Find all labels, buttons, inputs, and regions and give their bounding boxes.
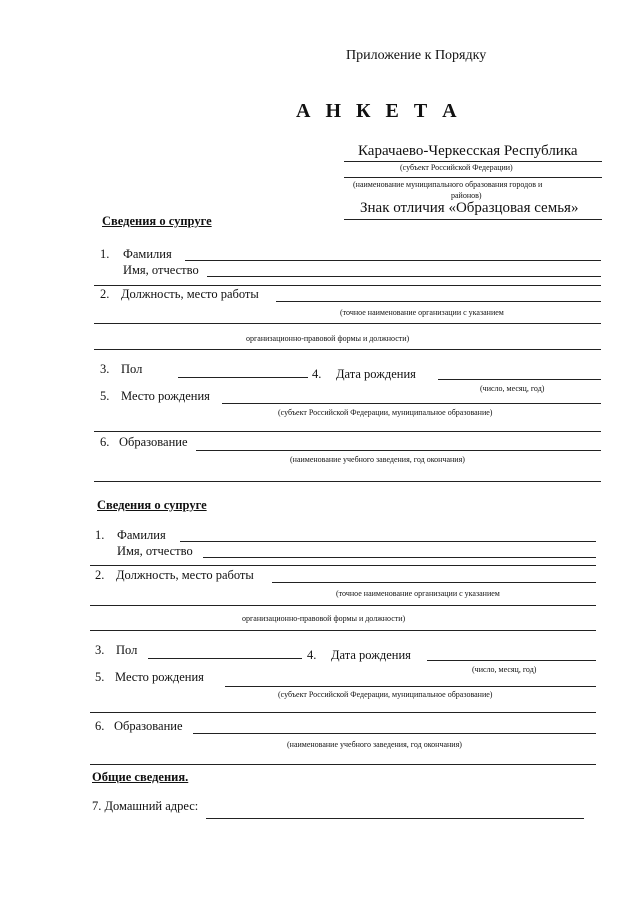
spouse1-n2: 2. xyxy=(100,287,110,301)
spouse2-n4: 4. xyxy=(307,648,317,662)
spouse2-position-label: Должность, место работы xyxy=(116,568,254,582)
spouse2-birthplace-field[interactable] xyxy=(225,686,596,687)
form-title: А Н К Е Т А xyxy=(296,100,462,122)
spouse2-n2: 2. xyxy=(95,568,105,582)
award-value: Знак отличия «Образцовая семья» xyxy=(360,200,579,216)
spouse1-education-field-2[interactable] xyxy=(94,481,601,482)
spouse1-heading: Сведения о супруге xyxy=(102,214,212,228)
spouse2-n5: 5. xyxy=(95,670,105,684)
spouse2-position-field-3[interactable] xyxy=(90,630,596,631)
spouse1-sex-field[interactable] xyxy=(178,377,308,378)
spouse1-n5: 5. xyxy=(100,389,110,403)
spouse2-surname-label: Фамилия xyxy=(117,528,166,542)
spouse1-birthplace-field-2[interactable] xyxy=(94,431,601,432)
spouse2-name-field-2[interactable] xyxy=(90,565,596,566)
spouse2-birthdate-label: Дата рождения xyxy=(331,648,411,662)
spouse1-position-field-3[interactable] xyxy=(94,349,601,350)
spouse1-education-field[interactable] xyxy=(196,450,601,451)
spouse2-birthplace-field-2[interactable] xyxy=(90,712,596,713)
spouse2-heading: Сведения о супруге xyxy=(97,498,207,512)
spouse2-education-label: Образование xyxy=(114,719,183,733)
spouse1-n4: 4. xyxy=(312,367,322,381)
region-caption: (субъект Российской Федерации) xyxy=(400,163,513,172)
spouse2-sex-label: Пол xyxy=(116,643,138,657)
spouse2-education-caption: (наименование учебного заведения, год окончания) xyxy=(287,740,462,749)
spouse1-name-field[interactable] xyxy=(207,276,601,277)
spouse2-birthdate-field[interactable] xyxy=(427,660,596,661)
municipality-line xyxy=(344,177,602,178)
spouse1-birthdate-label: Дата рождения xyxy=(336,367,416,381)
spouse1-sex-label: Пол xyxy=(121,362,143,376)
spouse1-n3: 3. xyxy=(100,362,110,376)
spouse1-n6: 6. xyxy=(100,435,110,449)
address-field[interactable] xyxy=(206,818,584,819)
spouse2-birthplace-label: Место рождения xyxy=(115,670,204,684)
spouse1-birthplace-label: Место рождения xyxy=(121,389,210,403)
municipality-caption: (наименование муниципального образования городов и xyxy=(353,180,543,189)
spouse1-birthplace-field[interactable] xyxy=(222,403,601,404)
spouse2-birthplace-caption: (субъект Российской Федерации, муниципальное образование) xyxy=(278,690,493,699)
award-line xyxy=(344,219,602,220)
appendix-label: Приложение к Порядку xyxy=(346,48,487,63)
spouse1-birthdate-field[interactable] xyxy=(438,379,601,380)
address-label: 7. Домашний адрес: xyxy=(92,799,199,813)
spouse1-org-caption-2: организационно-правовой формы и должности) xyxy=(246,334,410,343)
spouse1-org-caption-1: (точное наименование организации с указанием xyxy=(340,308,504,317)
spouse2-n1: 1. xyxy=(95,528,105,542)
spouse1-name-label: Имя, отчество xyxy=(123,263,199,277)
spouse1-education-caption: (наименование учебного заведения, год окончания) xyxy=(290,455,465,464)
spouse2-org-caption-1: (точное наименование организации с указанием xyxy=(336,589,500,598)
spouse2-date-caption: (число, месяц, год) xyxy=(472,665,537,674)
spouse2-name-field[interactable] xyxy=(203,557,596,558)
spouse1-date-caption: (число, месяц, год) xyxy=(480,384,545,393)
spouse2-sex-field[interactable] xyxy=(148,658,302,659)
spouse2-surname-field[interactable] xyxy=(180,541,596,542)
municipality-caption-2: районов) xyxy=(451,191,482,200)
spouse2-name-label: Имя, отчество xyxy=(117,544,193,558)
region-line xyxy=(344,161,602,162)
spouse1-education-label: Образование xyxy=(119,435,188,449)
spouse1-position-field-2[interactable] xyxy=(94,323,601,324)
region-value: Карачаево-Черкесская Республика xyxy=(358,143,578,159)
general-heading: Общие сведения. xyxy=(92,770,189,784)
spouse1-position-label: Должность, место работы xyxy=(121,287,259,301)
spouse2-n6: 6. xyxy=(95,719,105,733)
spouse1-surname-field[interactable] xyxy=(185,260,601,261)
spouse2-education-field-2[interactable] xyxy=(90,764,596,765)
spouse1-birthplace-caption: (субъект Российской Федерации, муниципальное образование) xyxy=(278,408,493,417)
spouse2-education-field[interactable] xyxy=(193,733,596,734)
spouse2-org-caption-2: организационно-правовой формы и должности) xyxy=(242,614,406,623)
spouse2-position-field[interactable] xyxy=(272,582,596,583)
spouse1-surname-label: Фамилия xyxy=(123,247,172,261)
spouse2-n3: 3. xyxy=(95,643,105,657)
spouse1-n1: 1. xyxy=(100,247,110,261)
spouse1-name-field-2[interactable] xyxy=(94,285,601,286)
spouse1-position-field[interactable] xyxy=(276,301,601,302)
spouse2-position-field-2[interactable] xyxy=(90,605,596,606)
